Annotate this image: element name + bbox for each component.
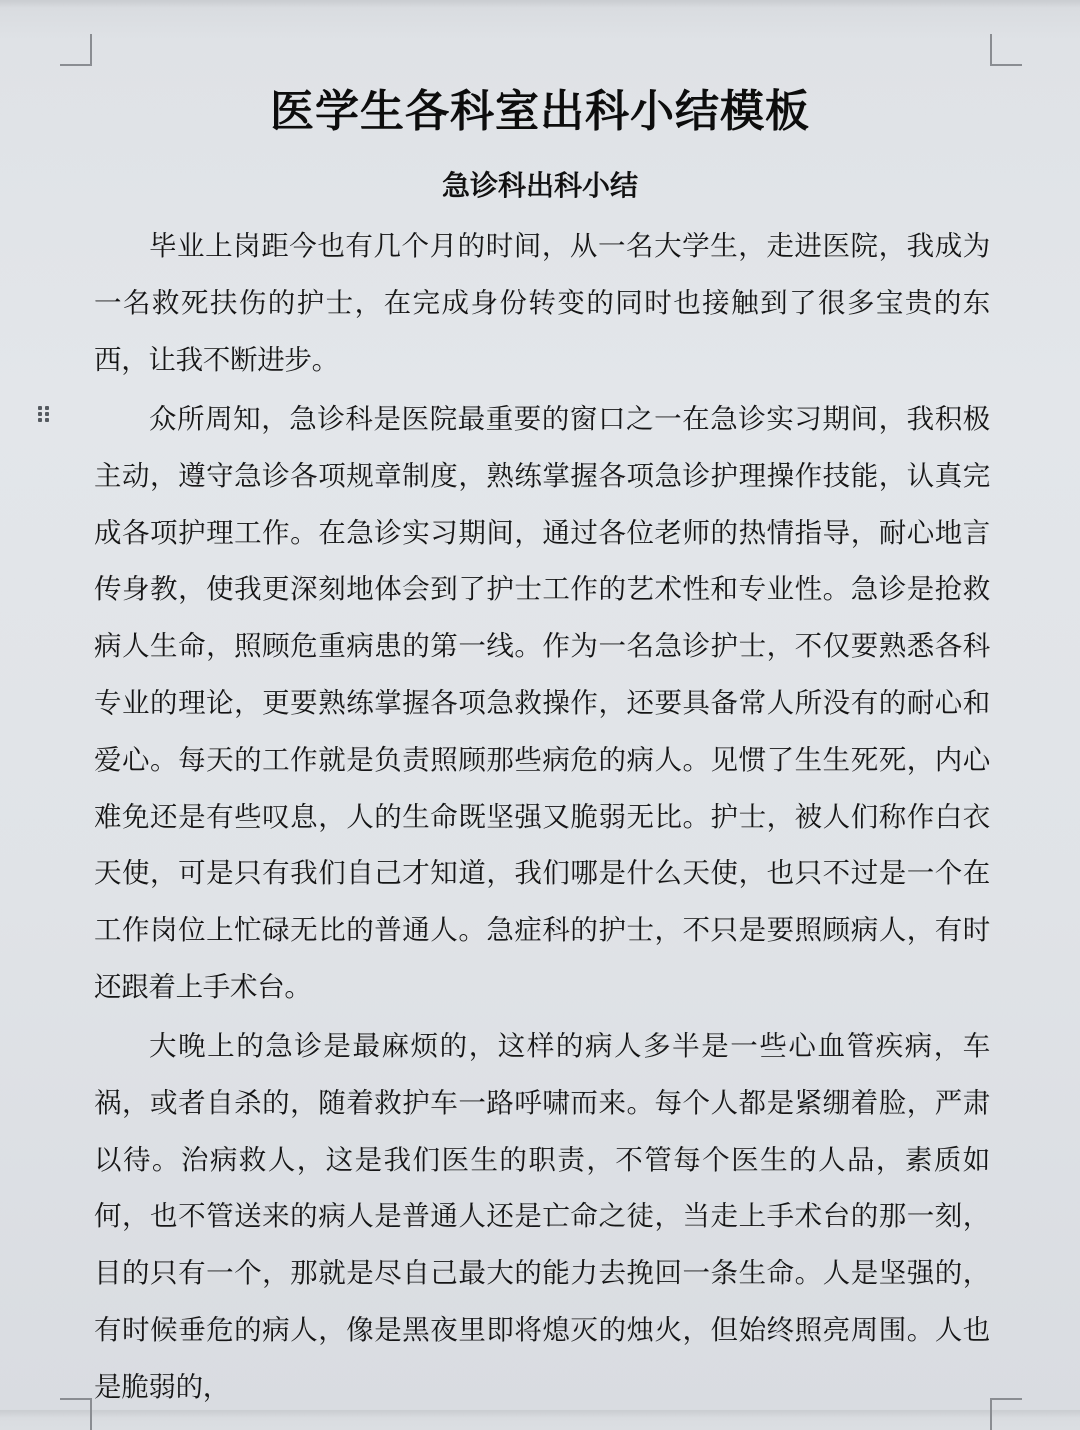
paragraph-1-block [94, 218, 990, 388]
drag-dot [45, 406, 49, 410]
document-title: 医学生各科室出科小结模板 [270, 86, 810, 137]
section-heading: 急诊科出科小结 [441, 169, 638, 202]
paragraph-2-block [94, 391, 990, 1016]
paragraph-3-block [94, 1018, 990, 1416]
paragraph[interactable]: 大晚上的急诊是最麻烦的，这样的病人多半是一些心血管疾病，车祸，或者自杀的，随着救护车一路呼啸而来。每个人都是紧绷着脸，严肃以待。治病救人，这是我们医生的职责，不管每个医生的人品，素质如何，也不管送来的病人是普通人还是亡命之徒，当走上手术台的那一刻，目的只有一个，那就是尽自己最大的能力去挽回一条生命。人是坚强的，有时候垂危的病人，像是黑夜里即将熄灭的烛火，但始终照亮周围。人也是脆弱的， [94, 1030, 990, 1403]
drag-dot [38, 412, 42, 416]
drag-dot [38, 418, 42, 422]
crop-mark-bottom-right-icon [990, 1398, 1022, 1430]
drag-dot [45, 418, 49, 422]
drag-dot [45, 412, 49, 416]
crop-mark-bottom-left-icon [60, 1398, 92, 1430]
drag-dot [38, 406, 42, 410]
crop-mark-top-right-icon [990, 34, 1022, 66]
crop-mark-top-left-icon [60, 34, 92, 66]
paragraph[interactable]: 毕业上岗距今也有几个月的时间，从一名大学生，走进医院，我成为一名救死扶伤的护士，在完成身份转变的同时也接触到了很多宝贵的东西，让我不断进步。 [94, 230, 990, 376]
paragraph[interactable]: 众所周知，急诊科是医院最重要的窗口之一在急诊实习期间，我积极主动，遵守急诊各项规章制度，熟练掌握各项急诊护理操作技能，认真完成各项护理工作。在急诊实习期间，通过各位老师的热情指导，耐心地言传身教，使我更深刻地体会到了护士工作的艺术性和专业性。急诊是抢救病人生命，照顾危重病患的第一线。作为一名急诊护士，不仅要熟悉各科专业的理论，更要熟练掌握各项急救操作，还要具备常人所没有的耐心和爱心。每天的工作就是负责照顾那些病危的病人。见惯了生生死死，内心难免还是有些叹息，人的生命既坚强又脆弱无比。护士，被人们称作白衣天使，可是只有我们自己才知道，我们哪是什么天使，也只不过是一个在工作岗位上忙碌无比的普通人。急症科的护士，不只是要照顾病人，有时还跟着上手术台。 [94, 403, 990, 1003]
drag-handle-icon[interactable] [38, 406, 50, 424]
